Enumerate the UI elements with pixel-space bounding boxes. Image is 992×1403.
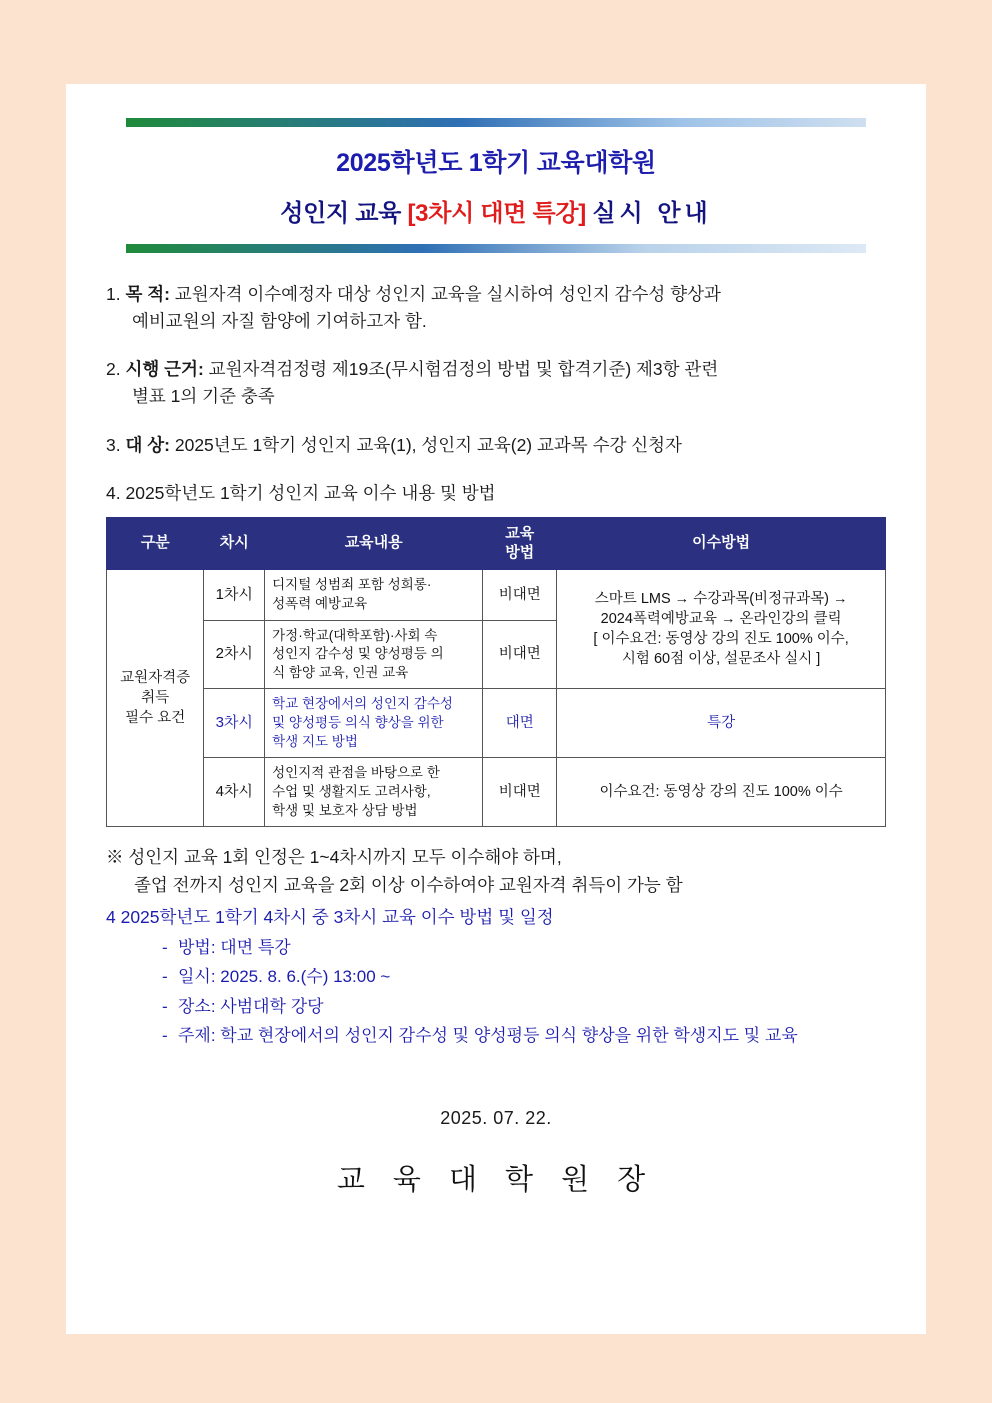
completion-table: [106, 517, 886, 827]
table-cell-content-4: [265, 758, 483, 827]
table-cell-howto-merged: [557, 570, 886, 689]
list-item: [106, 933, 886, 962]
item-completion-text: 2025학년도 1학기 성인지 교육 이수 내용 및 방법: [125, 482, 496, 503]
content-1-line1: 디지털 성범죄 포함 성희롱·: [272, 577, 432, 593]
content-4-line2: 수업 및 생활지도 고려사항,: [272, 783, 431, 799]
content-4-line3: 학생 및 보호자 상담 방법: [272, 802, 418, 818]
detail-method: 방법: 대면 특강: [178, 938, 291, 958]
item-completion: [106, 480, 886, 507]
table-cell-method-3: 대면: [483, 689, 557, 758]
page-title-line2: [106, 193, 886, 228]
dash-marker: -: [162, 996, 168, 1016]
table-row: [107, 689, 886, 758]
table-cell-method-2: 비대면: [483, 620, 557, 689]
table-cell-session-2: 2차시: [204, 620, 265, 689]
table-header-method-line1: 교육: [505, 524, 535, 542]
item-basis: [106, 356, 886, 410]
howto-merged-line4: 시험 60점 이상, 설문조사 실시 ]: [621, 651, 821, 668]
howto-merged-line2: 2024폭력예방교육 → 온라인강의 클릭: [600, 611, 842, 628]
howto-merged-line3: [ 이수요건: 동영상 강의 진도 100% 이수,: [593, 631, 849, 648]
title-highlight: [3차시 대면 특강]: [407, 200, 586, 227]
dash-marker: -: [162, 1025, 168, 1045]
table-header-session: 차시: [204, 517, 265, 570]
note-asterisk: [106, 843, 886, 899]
table-cell-session-1: 1차시: [204, 570, 265, 620]
item-target-text: 2025년도 1학기 성인지 교육(1), 성인지 교육(2) 교과목 수강 신청자: [174, 434, 682, 455]
content-3-line3: 학생 지도 방법: [272, 733, 358, 749]
item-purpose-text-cont: 예비교원의 자질 함양에 기여하고자 함.: [132, 311, 427, 332]
table-cell-method-4: 비대면: [483, 758, 557, 827]
table-header-howto: 이수방법: [557, 517, 886, 570]
group-label-line2: 취득: [141, 690, 170, 707]
header-top-rule: [126, 118, 866, 127]
document-date: 2025. 07. 22.: [440, 1108, 552, 1129]
table-cell-content-2: [265, 620, 483, 689]
detail-datetime: 일시: 2025. 8. 6.(수) 13:00 ~: [178, 967, 391, 987]
schedule-detail-list: [106, 933, 886, 1050]
note-schedule-title: 4 2025학년도 1학기 4차시 중 3차시 교육 이수 방법 및 일정: [106, 907, 554, 928]
table-header-division: 구분: [107, 517, 204, 570]
item-purpose-number: 1.: [106, 284, 121, 304]
table-cell-session-3: 3차시: [204, 689, 265, 758]
page-title-line1: 2025학년도 1학기 교육대학원: [336, 149, 656, 177]
content-3-line1: 학교 현장에서의 성인지 감수성: [272, 696, 453, 712]
header-bottom-rule: [126, 244, 866, 253]
item-purpose-text: 교원자격 이수예정자 대상 성인지 교육을 실시하여 성인지 감수성 향상과: [174, 284, 721, 304]
detail-location: 장소: 사범대학 강당: [178, 996, 324, 1016]
content-4-line1: 성인지적 관점을 바탕으로 한: [272, 765, 440, 781]
content-3-line2: 및 양성평등 의식 향상을 위한: [272, 715, 444, 730]
table-header-method-line2: 방법: [505, 543, 535, 561]
item-basis-label: 시행 근거:: [125, 359, 204, 380]
list-item: [106, 962, 886, 991]
content-2-line1: 가정·학교(대학포함)·사회 속: [272, 627, 438, 643]
group-label-line1: 교원자격증: [120, 670, 191, 687]
notes-section: [106, 843, 886, 1050]
title-suffix: 실시 안내: [592, 200, 712, 227]
table-cell-method-1: 비대면: [483, 570, 557, 620]
title-prefix: 성인지 교육: [280, 200, 402, 227]
table-header-content: 교육내용: [265, 517, 483, 570]
item-target-label: 대 상:: [125, 434, 170, 455]
detail-topic: 주제: 학교 현장에서의 성인지 감수성 및 양성평등 의식 향상을 위한 학생지도 및 교육: [178, 1025, 798, 1045]
table-header-method: [483, 517, 557, 570]
document-page: [66, 84, 926, 1334]
content-2-line3: 식 함양 교육, 인권 교육: [272, 664, 409, 680]
table-cell-content-3: [265, 689, 483, 758]
note-asterisk-line2: 졸업 전까지 성인지 교육을 2회 이상 이수하여야 교원자격 취득이 가능 함: [134, 875, 683, 896]
item-purpose-label: 목 적:: [125, 284, 170, 304]
table-header-row: [107, 517, 886, 570]
table-cell-howto-3: 특강: [557, 689, 886, 758]
content-1-line2: 성폭력 예방교육: [272, 595, 368, 611]
table-cell-content-1: [265, 570, 483, 620]
document-signer: 교 육 대 학 원 장: [336, 1164, 656, 1197]
table-cell-group-label: [107, 570, 204, 827]
note-asterisk-line1: ※ 성인지 교육 1회 인정은 1~4차시까지 모두 이수해야 하며,: [106, 847, 562, 868]
item-basis-text-cont: 별표 1의 기준 충족: [132, 386, 275, 407]
table-row: [107, 570, 886, 620]
table-row: [107, 758, 886, 827]
item-basis-text: 교원자격검정령 제19조(무시험검정의 방법 및 합격기준) 제3항 관련: [208, 359, 719, 380]
item-completion-number: 4.: [106, 482, 121, 503]
dash-marker: -: [162, 938, 168, 958]
list-item: [106, 1021, 886, 1050]
dash-marker: -: [162, 967, 168, 987]
item-basis-number: 2.: [106, 359, 121, 380]
item-target: [106, 432, 886, 459]
table-cell-howto-4: 이수요건: 동영상 강의 진도 100% 이수: [557, 758, 886, 827]
item-purpose: [106, 281, 886, 335]
list-item: [106, 992, 886, 1021]
howto-merged-line1: 스마트 LMS → 수강과목(비정규과목) →: [594, 591, 848, 608]
body-items: [106, 281, 886, 507]
content-2-line2: 성인지 감수성 및 양성평등 의: [272, 646, 444, 662]
group-label-line3: 필수 요건: [125, 710, 186, 727]
item-target-number: 3.: [106, 434, 121, 455]
table-cell-session-4: 4차시: [204, 758, 265, 827]
